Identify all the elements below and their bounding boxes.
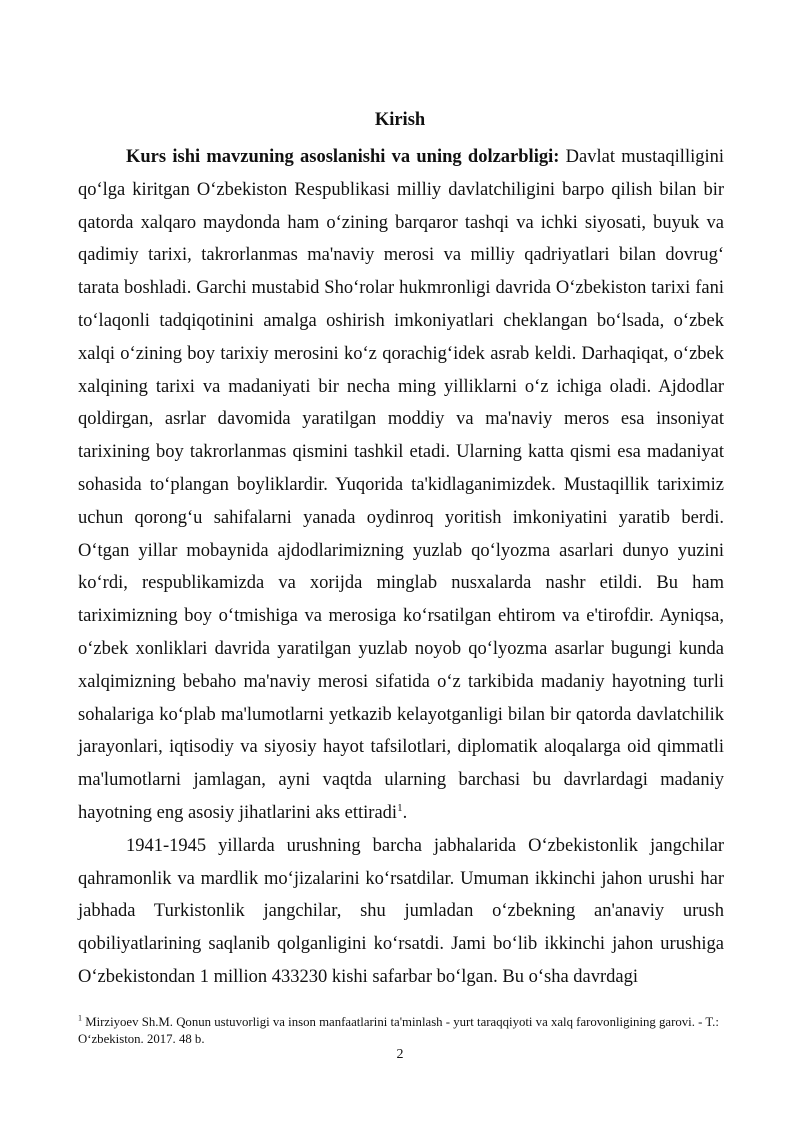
- footnote-text: Mirziyoev Sh.M. Qonun ustuvorligi va inson manfaatlarini ta'minlash - yurt taraqqiyoti va xalq farovonligining garovi. - T.: O‘zbekiston. 2017. 48 b.: [78, 1015, 719, 1046]
- footnote-reference[interactable]: 1: [397, 801, 403, 814]
- footnote-marker: 1: [78, 1013, 82, 1023]
- paragraph-2: [78, 830, 724, 994]
- paragraph-lead-bold: Kurs ishi mavzuning asoslanishi va uning dolzarbligi:: [126, 147, 560, 167]
- paragraph-1-text: Davlat mustaqilligini qo‘lga kiritgan O‘zbekiston Respublikasi milliy davlatchiligini barpo qilish bilan bir qatorda xalqaro maydonda ham o‘zining barqaror tashqi va ichki siyosati, buyuk va qadimiy tarixi, takrorlanmas ma'naviy merosi va milliy qadriyatlari bilan dovrug‘ tarata boshladi. Garchi mustabid Sho‘rolar hukmronligi davrida O‘zbekiston tarixi fani to‘laqonli tadqiqotinini amalga oshirish imkoniyatlari cheklangan bo‘lsada, o‘zbek xalqi o‘zining boy tarixiy merosini ko‘z qorachig‘idek asrab keldi. Darhaqiqat, o‘zbek xalqining tarixi va madaniyati bir necha ming yilliklarni o‘z ichiga oladi. Ajdodlar qoldirgan, asrlar davomida yaratilgan moddiy va ma'naviy meros esa insoniyat tarixining boy takrorlanmas qismini tashkil etadi. Ularning katta qismi esa madaniyat sohasida to‘plangan boyliklardir. Yuqorida ta'kidlaganimizdek. Mustaqillik tariximiz uchun qorong‘u sahifalarni yanada oydinroq yoritish imkoniyatini yaratib berdi. O‘tgan yillar mobaynida ajdodlarimizning yuzlab qo‘lyozma asarlari dunyo yuzini ko‘rdi, respublikamizda va xorijda minglab nusxalarda nashr etildi. Bu ham tariximizning boy o‘tmishiga va merosiga ko‘rsatilgan ehtirom va e'tirofdir. Ayniqsa, o‘zbek xonliklari davrida yaratilgan yuzlab noyob qo‘lyozma asarlar bugungi kunda xalqimizning bebaho ma'naviy merosi sifatida o‘z tarkibida madaniy hayotning turli sohalariga ko‘plab ma'lumotlarni yetkazib kelayotganligi bilan bir qatorda davlatchilik jarayonlari, iqtisodiy va siyosiy hayot tafsilotlari, diplomatik aloqalarga oid qimmatli ma'lumotlarni jamlagan, ayni vaqtda ularning barchasi bu davrlardagi madaniy hayotning eng asosiy jihatlarini aks ettiradi: [78, 147, 725, 823]
- paragraph-1: [78, 141, 724, 830]
- paragraph-2-text: 1941-1945 yillarda urushning barcha jabhalarida O‘zbekistonlik jangchilar qahramonlik va mardlik mo‘jizalarini ko‘rsatdilar. Umuman ikkinchi jahon urushi har jabhada Turkistonlik jangchilar, shu jumladan o‘zbekning an'anaviy urush qobiliyatlarining saqlanib qolganligini ko‘rsatdi. Jami bo‘lib ikkinchi jahon urushiga O‘zbekistondan 1 million 433230 kishi safarbar bo‘lgan. Bu o‘sha davrdagi: [78, 835, 724, 987]
- paragraph-1-tail: .: [402, 802, 408, 823]
- body-text: [78, 141, 724, 994]
- page-number: 2: [396, 1047, 404, 1062]
- section-heading: Kirish: [374, 110, 426, 130]
- footnote: [78, 1014, 726, 1048]
